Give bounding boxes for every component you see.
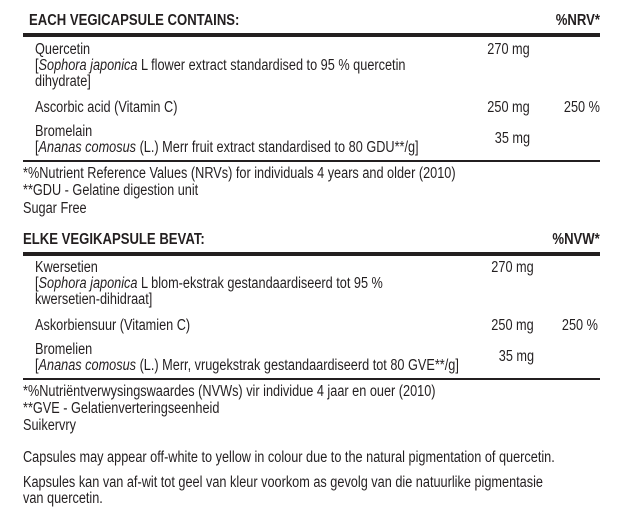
english-table-title: EACH VEGICAPSULE CONTAINS: [29,12,240,29]
ingredient-name: Kwersetien [35,259,98,276]
header-divider [23,252,600,256]
ingredient-amount: 270 mg [491,259,534,276]
table-bottom-divider [23,160,600,162]
ingredient-detail: [Ananas comosus (L.) Merr fruit extract standardised to 80 GDU**/g] [35,139,419,156]
ingredient-nvw: 250 % [561,317,598,334]
ingredient-name: Quercetin [35,41,91,58]
footnote-gve: **GVE - Gelatienverteringseenheid [23,400,220,417]
note-afrikaans: Kapsules kan van af-wit tot geel van kleur voorkom as gevolg van die natuurlike pigmentasie [23,474,543,491]
nrv-column-header: %NRV* [555,12,600,29]
ingredient-name: Bromelain [35,123,93,140]
afrikaans-table-title: ELKE VEGIKAPSULE BEVAT: [23,231,205,248]
ingredient-amount: 270 mg [487,41,530,58]
ingredient-detail: [Ananas comosus (L.) Merr, vrugekstrak gestandaardiseerd tot 80 GVE**/g] [35,357,459,374]
ingredient-name: Ascorbic acid (Vitamin C) [35,99,178,116]
table-bottom-divider [23,378,600,380]
ingredient-amount: 35 mg [498,348,534,365]
ingredient-amount: 250 mg [491,317,534,334]
ingredient-detail-cont: dihydrate] [35,73,91,90]
note-afrikaans-cont: van quercetin. [23,490,103,507]
footnote-gdu: **GDU - Gelatine digestion unit [23,182,199,199]
footnote-sugar-free: Suikervry [23,417,76,434]
ingredient-nrv: 250 % [563,99,600,116]
ingredient-detail: [Sophora japonica L blom-ekstrak gestandaardiseerd tot 95 % [35,275,383,292]
note-english: Capsules may appear off-white to yellow in colour due to the natural pigmentation of quercetin. [23,449,555,466]
footnote-nvw: *%Nutriëntverwysingswaardes (NVWs) vir individue 4 jaar en ouer (2010) [23,383,436,400]
footnote-nrv: *%Nutrient Reference Values (NRVs) for individuals 4 years and older (2010) [23,165,456,182]
ingredient-amount: 250 mg [487,99,530,116]
ingredient-name: Askorbiensuur (Vitamien C) [35,317,191,334]
ingredient-amount: 35 mg [494,130,530,147]
ingredient-detail-cont: kwersetien-dihidraat] [35,291,153,308]
header-divider [23,33,600,37]
nvw-column-header: %NVW* [552,231,600,248]
ingredient-detail: [Sophora japonica L flower extract standardised to 95 % quercetin [35,57,406,74]
ingredient-name: Bromelien [35,341,93,358]
footnote-sugar-free: Sugar Free [23,200,87,217]
